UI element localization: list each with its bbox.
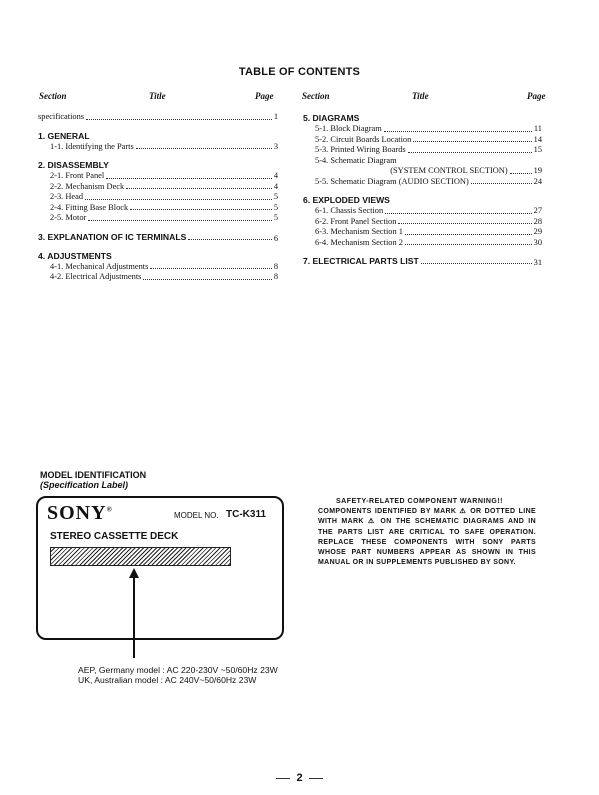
toc-entry[interactable]: 2-5. Motor 5 xyxy=(50,213,278,222)
toc-entry-schematic[interactable]: 5-4. Schematic Diagram xyxy=(315,155,397,165)
toc-entry[interactable]: 6-4. Mechanism Section 2 30 xyxy=(315,237,542,247)
toc-entry[interactable]: 5-2. Circuit Boards Location 14 xyxy=(315,134,542,144)
toc-heading-general: 1. GENERAL xyxy=(38,130,90,141)
model-identification-title: MODEL IDENTIFICATION xyxy=(40,470,147,480)
header-page-right: Page xyxy=(527,91,546,101)
page-title: TABLE OF CONTENTS xyxy=(238,66,361,78)
toc-entry[interactable]: 6-1. Chassis Section 27 xyxy=(315,206,542,215)
toc-entry[interactable]: 1-1. Identifying the Parts 3 xyxy=(50,141,278,151)
toc-entry[interactable]: 2-2. Mechanism Deck 4 xyxy=(50,181,278,191)
toc-entry[interactable]: 5-3. Printed Wiring Boards 15 xyxy=(315,145,542,154)
toc-heading-ic-terminals[interactable]: 3. EXPLANATION OF IC TERMINALS 6 xyxy=(38,231,278,243)
toc-entry[interactable]: 5-1. Block Diagram 11 xyxy=(315,124,542,133)
arrow-line xyxy=(133,576,135,658)
model-no-value: TC-K311 xyxy=(226,509,267,520)
toc-heading-adjustments: 4. ADJUSTMENTS xyxy=(38,250,112,261)
toc-entry[interactable]: 5-5. Schematic Diagram (AUDIO SECTION) 24 xyxy=(315,176,542,186)
toc-entry[interactable]: 2-1. Front Panel 4 xyxy=(50,171,278,180)
toc-entry[interactable]: 2-4. Fitting Base Block 5 xyxy=(50,202,278,212)
header-page-left: Page xyxy=(255,91,274,101)
toc-heading-exploded-views: 6. EXPLODED VIEWS xyxy=(303,195,390,205)
page-number: 2 xyxy=(0,772,599,784)
product-name: STEREO CASSETTE DECK xyxy=(50,531,179,542)
hatched-rating-area xyxy=(50,547,231,566)
toc-right-column xyxy=(303,113,542,267)
toc-left-column xyxy=(38,112,278,283)
sony-logo: SONY® xyxy=(47,502,112,524)
safety-warning-text: COMPONENTS IDENTIFIED BY MARK ⚠ OR DOTTED LINE WITH MARK ⚠ ON THE SCHEMATIC DIAGRAMS AND IN THE PARTS LIST ARE CRITICAL TO SAFE OPERATION. REPLACE THESE COMPONENTS WITH SONY PARTS WHOSE PART NUMBERS APPEAR AS SHOWN IN THIS MANUAL OR IN SUPPLEMENTS PUBLISHED BY SONY. xyxy=(318,508,536,567)
toc-entry[interactable]: 4-1. Mechanical Adjustments 8 xyxy=(50,261,278,271)
toc-entry-schematic-cont[interactable]: (SYSTEM CONTROL SECTION) 19 xyxy=(390,166,542,175)
toc-heading-diagrams: 5. DIAGRAMS xyxy=(303,113,360,123)
model-identification-subtitle: (Specification Label) xyxy=(40,480,129,490)
model-no-label: MODEL NO. xyxy=(174,511,219,520)
specification-label xyxy=(36,496,284,640)
toc-heading-electrical-parts-list[interactable]: 7. ELECTRICAL PARTS LIST 31 xyxy=(303,256,542,267)
toc-entry[interactable]: 6-3. Mechanism Section 1 29 xyxy=(315,227,542,236)
header-section-right: Section xyxy=(302,91,330,101)
model-identification-heading xyxy=(40,470,146,490)
header-section-left: Section xyxy=(39,91,67,101)
toc-entry[interactable]: 6-2. Front Panel Section 28 xyxy=(315,216,542,226)
header-title-left: Title xyxy=(149,91,166,101)
header-title-right: Title xyxy=(412,91,429,101)
power-specifications: AEP, Germany model : AC 220-230V ~50/60Hz 23W UK, Australian model : AC 240V~50/60Hz 23W xyxy=(78,665,278,685)
toc-entry[interactable]: 2-3. Head 5 xyxy=(50,192,278,201)
toc-entry-specifications[interactable]: specifications 1 xyxy=(38,112,278,121)
toc-heading-disassembly: 2. DISASSEMBLY xyxy=(38,160,109,170)
safety-warning-title: SAFETY-RELATED COMPONENT WARNING!! xyxy=(336,498,503,505)
toc-entry[interactable]: 4-2. Electrical Adjustments 8 xyxy=(50,272,278,281)
